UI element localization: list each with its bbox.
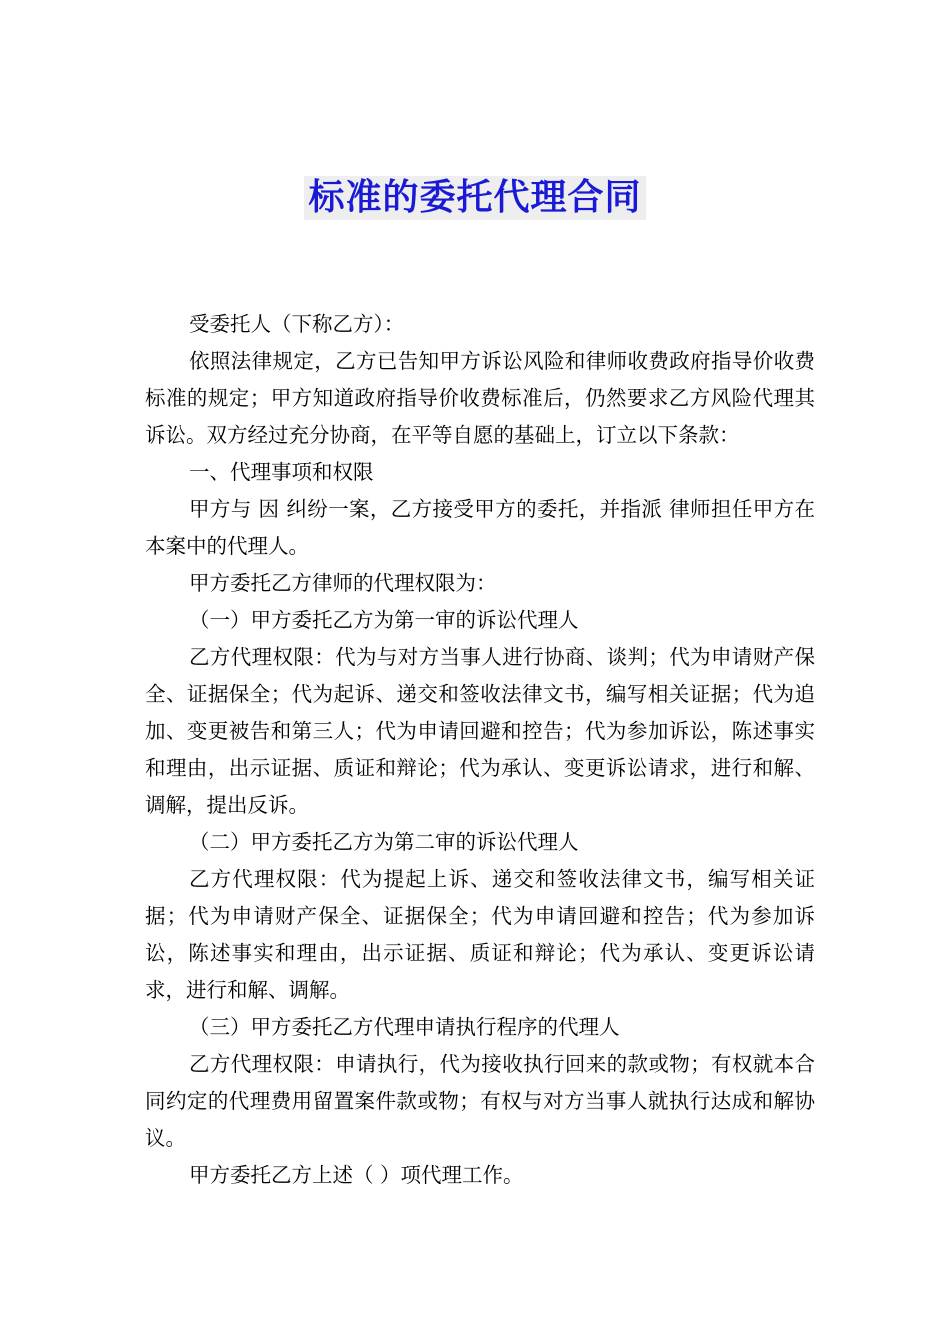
title-container — [0, 176, 950, 220]
paragraph-authority-intro: 甲方委托乙方律师的代理权限为： — [189, 571, 497, 595]
document-title: 标准的委托代理合同 — [304, 176, 645, 220]
paragraph-case-assignment: 甲方与 因 纠纷一案，乙方接受甲方的委托，并指派 律师担任甲方在本案中的代理人。 — [145, 497, 815, 558]
paragraph-execution-authority: 乙方代理权限：申请执行，代为接收执行回来的款或物；有权就本合同约定的代理费用留置案件款或物；有权与对方当事人就执行达成和解协议。 — [145, 1052, 815, 1150]
paragraph-principal-intro: 受委托人（下称乙方）： — [189, 312, 405, 336]
paragraph-second-instance-authority: 乙方代理权限：代为提起上诉、递交和签收法律文书，编写相关证据；代为申请财产保全、证据保全；代为申请回避和控告；代为参加诉讼，陈述事实和理由，出示证据、质证和辩论；代为承认、变更诉讼请求，进行和解、调解。 — [145, 867, 815, 1002]
paragraph-entrusted-items: 甲方委托乙方上述（ ）项代理工作。 — [189, 1163, 524, 1187]
section-heading-agency-matters: 一、代理事项和权限 — [189, 460, 374, 484]
paragraph-preamble: 依照法律规定，乙方已告知甲方诉讼风险和律师收费政府指导价收费标准的规定；甲方知道政府指导价收费标准后，仍然要求乙方风险代理其诉讼。双方经过充分协商，在平等自愿的基础上，订立以下条款： — [145, 349, 815, 447]
paragraph-first-instance-authority: 乙方代理权限：代为与对方当事人进行协商、谈判；代为申请财产保全、证据保全；代为起诉、递交和签收法律文书，编写相关证据；代为追加、变更被告和第三人；代为申请回避和控告；代为参加诉讼，陈述事实和理由，出示证据、质证和辩论；代为承认、变更诉讼请求，进行和解、调解，提出反诉。 — [145, 645, 815, 817]
subheading-execution: （三）甲方委托乙方代理申请执行程序的代理人 — [189, 1015, 620, 1039]
subheading-second-instance: （二）甲方委托乙方为第二审的诉讼代理人 — [189, 830, 579, 854]
document-body — [145, 306, 815, 1194]
subheading-first-instance: （一）甲方委托乙方为第一审的诉讼代理人 — [189, 608, 579, 632]
